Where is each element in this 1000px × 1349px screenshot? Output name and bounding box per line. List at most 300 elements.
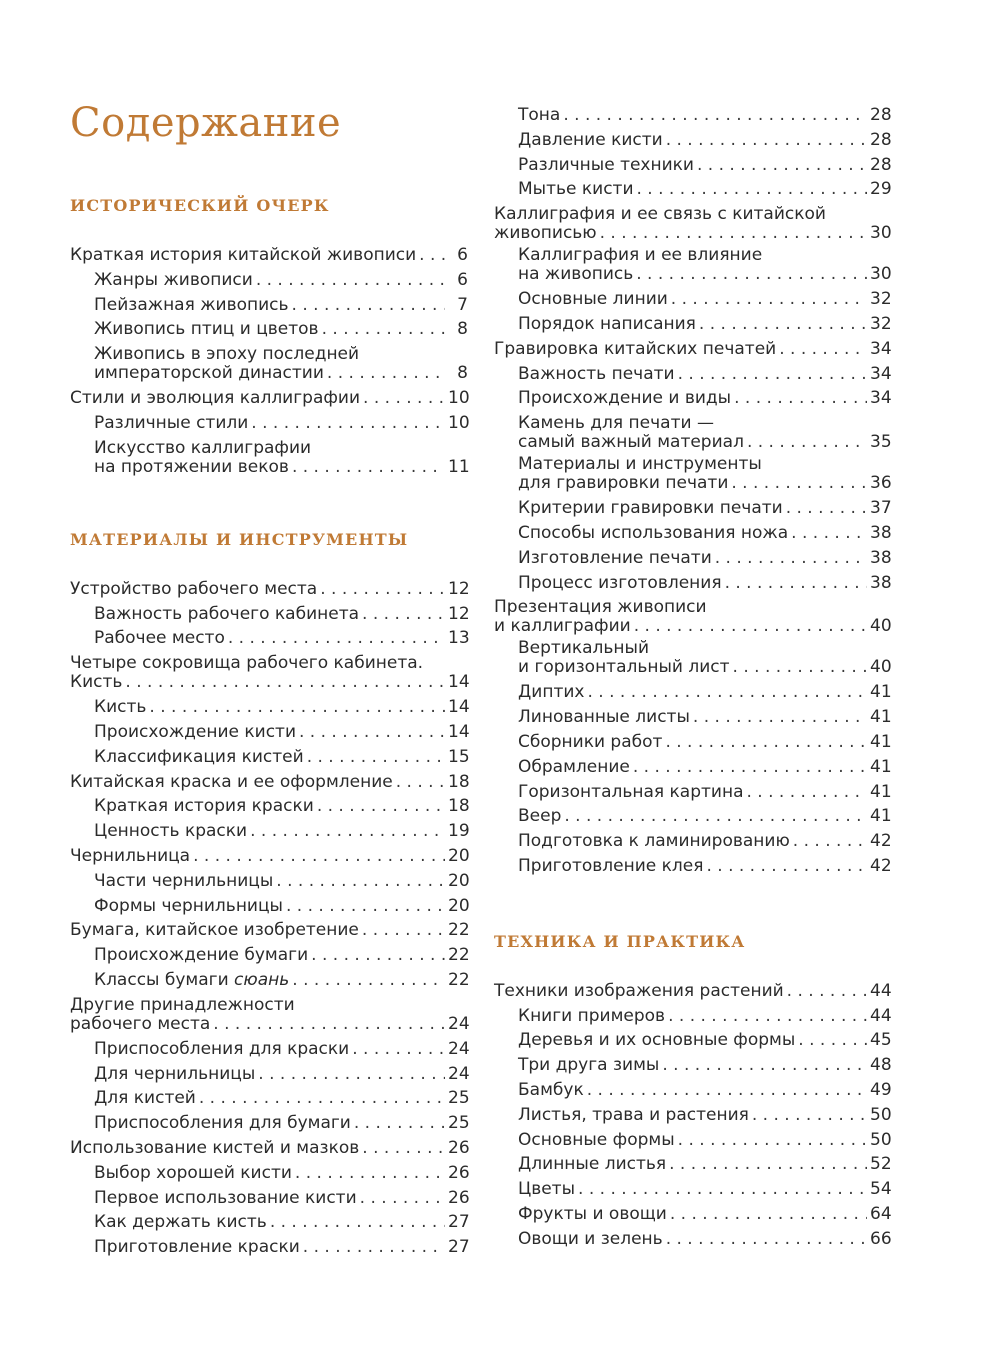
toc-entry-title-text: Чернильница	[70, 845, 191, 866]
section-heading-history: ИСТОРИЧЕСКИЙ ОЧЕРК	[70, 196, 330, 215]
toc-entry-title	[494, 979, 784, 1004]
page-number: 36	[870, 473, 892, 494]
dot-leader	[786, 496, 867, 521]
toc-entry-title	[94, 293, 289, 318]
dot-leader	[362, 918, 445, 943]
toc-entry[interactable]	[70, 268, 468, 293]
toc-entry[interactable]	[494, 496, 890, 521]
toc-entry-title	[518, 287, 668, 312]
toc-list-materials	[70, 577, 468, 1260]
toc-entry-title-line: Искусство каллиграфии	[94, 437, 312, 458]
dot-leader	[564, 804, 867, 829]
toc-entry-title-text: Как держать кисть	[94, 1212, 267, 1233]
toc-entry-title	[518, 1078, 584, 1103]
page-number: 41	[870, 731, 892, 752]
toc-entry-title-text: Стили и эволюция каллиграфии	[70, 388, 361, 409]
toc-entry-title	[518, 1202, 667, 1227]
toc-entry-title	[94, 626, 225, 651]
toc-entry-title	[94, 268, 253, 293]
toc-entry-title-line: Каллиграфия и ее влияние	[518, 245, 763, 266]
toc-entry[interactable]	[494, 205, 890, 243]
toc-entry-title	[518, 658, 730, 677]
page-number: 34	[870, 338, 892, 359]
dot-leader	[715, 546, 867, 571]
toc-entry[interactable]	[70, 1111, 468, 1136]
toc-entry-title-text: Основные линии	[518, 289, 668, 310]
page-number: 6	[457, 245, 468, 265]
toc-entry-title	[518, 546, 712, 571]
toc-entry[interactable]	[494, 680, 890, 705]
toc-entry[interactable]	[494, 1202, 890, 1227]
dot-leader	[292, 293, 445, 318]
toc-entry[interactable]	[494, 287, 890, 312]
toc-entry-title-text: Фрукты и овощи	[518, 1203, 667, 1224]
toc-entry-title-text: Краткая история китайской живописи	[70, 245, 417, 265]
dot-leader	[276, 869, 445, 894]
dot-leader	[360, 1186, 445, 1211]
toc-entry-title-text: Пейзажная живопись	[94, 294, 289, 315]
toc-entry[interactable]	[70, 654, 468, 692]
toc-entry-title	[70, 844, 190, 869]
toc-entry[interactable]	[494, 1053, 890, 1078]
page-number: 41	[870, 806, 892, 827]
toc-entry-title-text: императорской династии	[94, 363, 324, 384]
toc-entry-title-text: Для чернильницы	[94, 1063, 256, 1084]
toc-entry[interactable]	[494, 362, 890, 387]
toc-list-history	[70, 243, 468, 477]
toc-entry-title-text: на протяжении веков	[94, 456, 289, 477]
toc-entry-title-text: Способы использования ножа	[518, 522, 789, 543]
toc-entry-title	[94, 602, 359, 627]
toc-entry-title	[518, 1004, 665, 1029]
toc-entry-title	[518, 1177, 575, 1202]
page-number: 7	[457, 294, 468, 315]
toc-entry-title	[94, 894, 283, 919]
toc-entry[interactable]	[494, 455, 890, 493]
page-number: 26	[448, 1137, 470, 1158]
dot-leader	[125, 673, 445, 692]
toc-entry-title-text: Процесс изготовления	[518, 572, 722, 593]
dot-leader	[665, 730, 867, 755]
dot-leader	[697, 153, 867, 178]
toc-entry[interactable]	[70, 720, 468, 745]
dot-leader	[666, 128, 867, 153]
toc-entry-title-text: Изготовление печати	[518, 547, 712, 568]
toc-entry-title	[518, 730, 662, 755]
dot-leader	[299, 720, 445, 745]
dot-leader	[295, 1161, 445, 1186]
page-number: 12	[448, 603, 470, 624]
toc-entry-title-text: Книги примеров	[518, 1005, 666, 1026]
toc-entry-title-text: Важность печати	[518, 363, 675, 384]
page-number: 8	[457, 319, 468, 340]
toc-entry[interactable]	[494, 1078, 890, 1103]
page-number: 40	[870, 616, 892, 637]
toc-entry[interactable]	[494, 829, 890, 854]
toc-entry[interactable]	[494, 1177, 890, 1202]
dot-leader	[396, 770, 445, 795]
dot-leader	[251, 411, 445, 436]
toc-entry-title-text: Овощи и зелень	[518, 1228, 663, 1249]
toc-entry-title-text: Порядок написания	[518, 313, 696, 334]
dot-leader	[199, 1086, 445, 1111]
page-number: 22	[448, 945, 470, 966]
toc-entry[interactable]	[70, 1235, 468, 1260]
toc-entry-title-text: и каллиграфии	[494, 616, 631, 637]
toc-entry[interactable]	[494, 639, 890, 677]
toc-entry[interactable]	[494, 755, 890, 780]
toc-entry-title-text: Использование кистей и мазков	[70, 1137, 360, 1158]
toc-entry-title-text: Линованные листы	[518, 707, 690, 728]
dot-leader	[286, 894, 445, 919]
toc-entry[interactable]	[70, 1086, 468, 1111]
toc-entry-title	[518, 571, 722, 596]
page-number: 44	[870, 1005, 892, 1026]
toc-entry[interactable]	[70, 411, 468, 436]
toc-entry-title	[518, 103, 560, 128]
toc-entry[interactable]	[70, 386, 468, 411]
page-number: 27	[448, 1212, 470, 1233]
toc-entry[interactable]	[70, 345, 468, 383]
toc-entry-title-text: Обрамление	[518, 756, 630, 777]
toc-entry[interactable]	[494, 598, 890, 636]
toc-entry[interactable]	[494, 854, 890, 879]
toc-entry-title-text: Части чернильницы	[94, 870, 274, 891]
toc-entry-title	[94, 794, 314, 819]
toc-entry[interactable]	[70, 577, 468, 602]
toc-entry[interactable]	[494, 571, 890, 596]
page-number: 10	[448, 412, 470, 433]
toc-entry-title-text: живописью	[494, 223, 597, 244]
toc-entry-title	[94, 819, 247, 844]
dot-leader	[600, 224, 867, 243]
toc-entry-title-line: Вертикальный	[518, 638, 650, 659]
toc-entry-title-text: Веер	[518, 806, 562, 827]
toc-column-right	[494, 103, 890, 1252]
toc-entry-title-text: на живопись	[518, 264, 634, 285]
toc-entry[interactable]	[494, 414, 890, 452]
toc-entry-title-italic: сюань	[234, 969, 290, 990]
toc-entry[interactable]	[494, 705, 890, 730]
page-number: 42	[870, 831, 892, 852]
toc-entry-title	[518, 1128, 675, 1153]
dot-leader	[793, 829, 867, 854]
page-number: 64	[870, 1203, 892, 1224]
toc-entry-title-text: рабочего места	[70, 1013, 211, 1034]
toc-entry-title	[94, 317, 319, 342]
toc-column-left	[70, 193, 468, 1260]
toc-entry-title-text: Ценность краски	[94, 821, 248, 842]
page-number: 30	[870, 223, 892, 244]
toc-entry-title-text: Три друга зимы	[518, 1055, 660, 1076]
page-title: Содержание	[70, 100, 342, 146]
toc-entry[interactable]	[494, 1004, 890, 1029]
toc-entry[interactable]	[494, 1152, 890, 1177]
toc-entry-title	[518, 755, 630, 780]
toc-entry-title-text: Происхождение бумаги	[94, 945, 309, 966]
page-number: 11	[448, 456, 470, 477]
page-number: 29	[870, 179, 892, 200]
page-number: 25	[448, 1113, 470, 1134]
dot-leader	[634, 617, 867, 636]
toc-entry-title	[518, 386, 731, 411]
dot-leader	[292, 458, 445, 477]
dot-leader	[213, 1015, 445, 1034]
toc-entry-title-text: Подготовка к ламинированию	[518, 831, 790, 852]
toc-entry[interactable]	[494, 780, 890, 805]
toc-entry-title-text: Горизонтальная картина	[518, 781, 744, 802]
page-number: 40	[870, 657, 892, 678]
toc-entry[interactable]	[70, 1062, 468, 1087]
dot-leader	[678, 362, 867, 387]
dot-leader	[747, 780, 868, 805]
page-number: 28	[870, 154, 892, 175]
page-number: 41	[870, 682, 892, 703]
toc-entry-title	[94, 411, 248, 436]
dot-leader	[633, 755, 867, 780]
toc-entry-title-text: Мытье кисти	[518, 179, 634, 200]
dot-leader	[670, 1202, 867, 1227]
page-number: 27	[448, 1237, 470, 1258]
page-number: 20	[448, 870, 470, 891]
page-number: 49	[870, 1079, 892, 1100]
toc-entry-title	[70, 918, 359, 943]
toc-entry-title-text: и горизонтальный лист	[518, 657, 730, 678]
toc-entry-title	[494, 337, 776, 362]
toc-entry-title-text: Тона	[518, 105, 561, 125]
toc-entry-title-text: Длинные листья	[518, 1154, 667, 1175]
toc-entry-title-line: Материалы и инструменты	[518, 454, 762, 475]
toc-entry[interactable]	[494, 730, 890, 755]
dot-leader	[731, 474, 867, 493]
dot-leader	[666, 1227, 867, 1252]
toc-entry[interactable]	[494, 177, 890, 202]
toc-entry-title-text: Важность рабочего кабинета	[94, 603, 360, 624]
dot-leader	[322, 317, 445, 342]
dot-leader	[671, 287, 867, 312]
toc-entry[interactable]	[494, 979, 890, 1004]
toc-entry-title	[94, 1235, 300, 1260]
toc-entry[interactable]	[494, 337, 890, 362]
page-number: 6	[457, 269, 468, 290]
toc-entry-title	[70, 386, 360, 411]
page-number: 12	[448, 578, 470, 599]
toc-entry[interactable]	[70, 1037, 468, 1062]
toc-entry-title	[94, 695, 146, 720]
dot-leader	[578, 1177, 867, 1202]
toc-entry[interactable]	[70, 243, 468, 268]
page-number: 38	[870, 547, 892, 568]
page-number: 41	[870, 756, 892, 777]
toc-entry-title-text: Диптих	[518, 682, 585, 703]
toc-entry[interactable]	[70, 894, 468, 919]
toc-entry-title-text: Рабочее место	[94, 628, 225, 649]
toc-entry-title-text: Деревья и их основные формы	[518, 1030, 796, 1051]
page-number: 45	[870, 1030, 892, 1051]
page-number: 50	[870, 1104, 892, 1125]
page-number: 25	[448, 1088, 470, 1109]
dot-leader	[668, 1004, 867, 1029]
page-number: 14	[448, 721, 470, 742]
toc-entry-title	[70, 770, 393, 795]
toc-entry[interactable]	[70, 745, 468, 770]
toc-entry-title	[494, 617, 631, 636]
toc-entry[interactable]	[494, 1103, 890, 1128]
dot-leader	[563, 103, 867, 128]
toc-entry[interactable]	[494, 546, 890, 571]
toc-entry[interactable]	[70, 869, 468, 894]
toc-entry[interactable]	[70, 918, 468, 943]
toc-entry-title	[70, 1015, 210, 1034]
toc-entry[interactable]	[70, 1136, 468, 1161]
dot-leader	[354, 1111, 445, 1136]
page-number: 37	[870, 498, 892, 519]
toc-entry[interactable]	[70, 317, 468, 342]
toc-entry-title-text: Кисть	[94, 697, 147, 718]
toc-entry[interactable]	[70, 794, 468, 819]
dot-leader	[250, 819, 445, 844]
dot-leader	[258, 1062, 445, 1087]
toc-entry-title	[518, 1152, 666, 1177]
toc-entry[interactable]	[70, 1161, 468, 1186]
dot-leader	[303, 1235, 445, 1260]
toc-entry-title-text: Различные стили	[94, 412, 249, 433]
dot-leader	[798, 1028, 867, 1053]
page-number: 34	[870, 388, 892, 409]
toc-entry[interactable]	[70, 943, 468, 968]
dot-leader	[419, 243, 445, 268]
toc-entry[interactable]	[494, 246, 890, 284]
toc-entry-title-line: Каллиграфия и ее связь с китайской	[494, 204, 826, 225]
toc-entry-title-line: Презентация живописи	[494, 597, 707, 618]
dot-leader	[587, 1078, 867, 1103]
dot-leader	[636, 265, 867, 284]
toc-entry[interactable]	[494, 128, 890, 153]
toc-entry-title	[94, 745, 304, 770]
page-number: 20	[448, 845, 470, 866]
page-number: 8	[457, 363, 468, 384]
toc-entry-title-text: Давление кисти	[518, 129, 663, 150]
dot-leader	[747, 433, 867, 452]
toc-entry-title	[70, 673, 122, 692]
toc-entry-title-text: Цветы	[518, 1179, 576, 1200]
toc-entry-title	[518, 680, 584, 705]
toc-entry-title-text: Выбор хорошей кисти	[94, 1162, 292, 1183]
toc-entry-title	[518, 474, 728, 493]
toc-entry-title-text: Бамбук	[518, 1079, 584, 1100]
toc-entry[interactable]	[494, 1028, 890, 1053]
page-number: 10	[448, 388, 470, 409]
toc-entry[interactable]	[70, 819, 468, 844]
toc-entry-title-text: Техники изображения растений	[494, 980, 784, 1001]
dot-leader	[362, 602, 445, 627]
toc-entry[interactable]	[70, 968, 468, 993]
toc-entry[interactable]	[70, 695, 468, 720]
toc-entry[interactable]	[70, 844, 468, 869]
page-number: 18	[448, 796, 470, 817]
dot-leader	[787, 979, 867, 1004]
page-number: 41	[870, 707, 892, 728]
page-number: 32	[870, 289, 892, 310]
toc-entry-title-text: Происхождение кисти	[94, 721, 296, 742]
toc-entry[interactable]	[70, 1186, 468, 1211]
toc-entry[interactable]	[70, 996, 468, 1034]
toc-entry[interactable]	[494, 312, 890, 337]
toc-entry[interactable]	[70, 293, 468, 318]
page-number: 24	[448, 1013, 470, 1034]
page-number: 14	[448, 697, 470, 718]
toc-entry[interactable]	[494, 1227, 890, 1252]
toc-entry[interactable]	[494, 521, 890, 546]
toc-entry[interactable]	[70, 1210, 468, 1235]
page-number: 41	[870, 781, 892, 802]
dot-leader	[256, 268, 445, 293]
toc-entry-title-text: Приготовление клея	[518, 855, 704, 876]
toc-entry-title-text: Китайская краска и ее оформление	[70, 771, 393, 792]
toc-entry[interactable]	[494, 1128, 890, 1153]
toc-entry-title	[94, 1062, 255, 1087]
toc-entry-title	[518, 433, 744, 452]
toc-entry-title-text: Кисть	[70, 672, 123, 693]
toc-entry-title	[518, 1227, 663, 1252]
dot-leader	[662, 1053, 867, 1078]
toc-entry-title	[94, 869, 273, 894]
dot-leader	[317, 794, 445, 819]
page-number: 22	[448, 920, 470, 941]
dot-leader	[363, 386, 445, 411]
toc-entry-title	[94, 720, 296, 745]
page-number: 54	[870, 1179, 892, 1200]
dot-leader	[752, 1103, 867, 1128]
toc-entry-title-text: Происхождение и виды	[518, 388, 732, 409]
toc-entry[interactable]	[70, 439, 468, 477]
dot-leader	[706, 854, 867, 879]
toc-entry-title	[70, 577, 317, 602]
toc-entry-title	[94, 1210, 267, 1235]
toc-entry-title	[518, 1103, 749, 1128]
toc-entry-title-text: Классификация кистей	[94, 746, 304, 767]
toc-entry[interactable]	[494, 153, 890, 178]
dot-leader	[693, 705, 867, 730]
toc-entry[interactable]	[494, 103, 890, 128]
dot-leader	[149, 695, 445, 720]
dot-leader	[307, 745, 445, 770]
toc-entry-title-text: Гравировка китайских печатей	[494, 338, 777, 359]
toc-entry-title-text: Листья, трава и растения	[518, 1104, 749, 1125]
toc-entry-title	[518, 780, 744, 805]
dot-leader	[320, 577, 445, 602]
dot-leader	[637, 177, 868, 202]
dot-leader	[779, 337, 867, 362]
page-number: 14	[448, 672, 470, 693]
page-number: 15	[448, 746, 470, 767]
toc-entry[interactable]	[70, 770, 468, 795]
toc-entry-title	[518, 362, 675, 387]
toc-entry-title-text: Критерии гравировки печати	[518, 498, 783, 519]
dot-leader	[791, 521, 867, 546]
toc-entry-title	[518, 854, 703, 879]
toc-entry[interactable]	[494, 386, 890, 411]
toc-entry[interactable]	[70, 602, 468, 627]
toc-entry-title-text: Жанры живописи	[94, 269, 253, 290]
page-number: 24	[448, 1038, 470, 1059]
toc-entry[interactable]	[494, 804, 890, 829]
page-number: 28	[870, 129, 892, 150]
toc-entry-title-text: Для кистей	[94, 1088, 196, 1109]
dot-leader	[733, 658, 867, 677]
dot-leader	[292, 968, 445, 993]
toc-entry[interactable]	[70, 626, 468, 651]
